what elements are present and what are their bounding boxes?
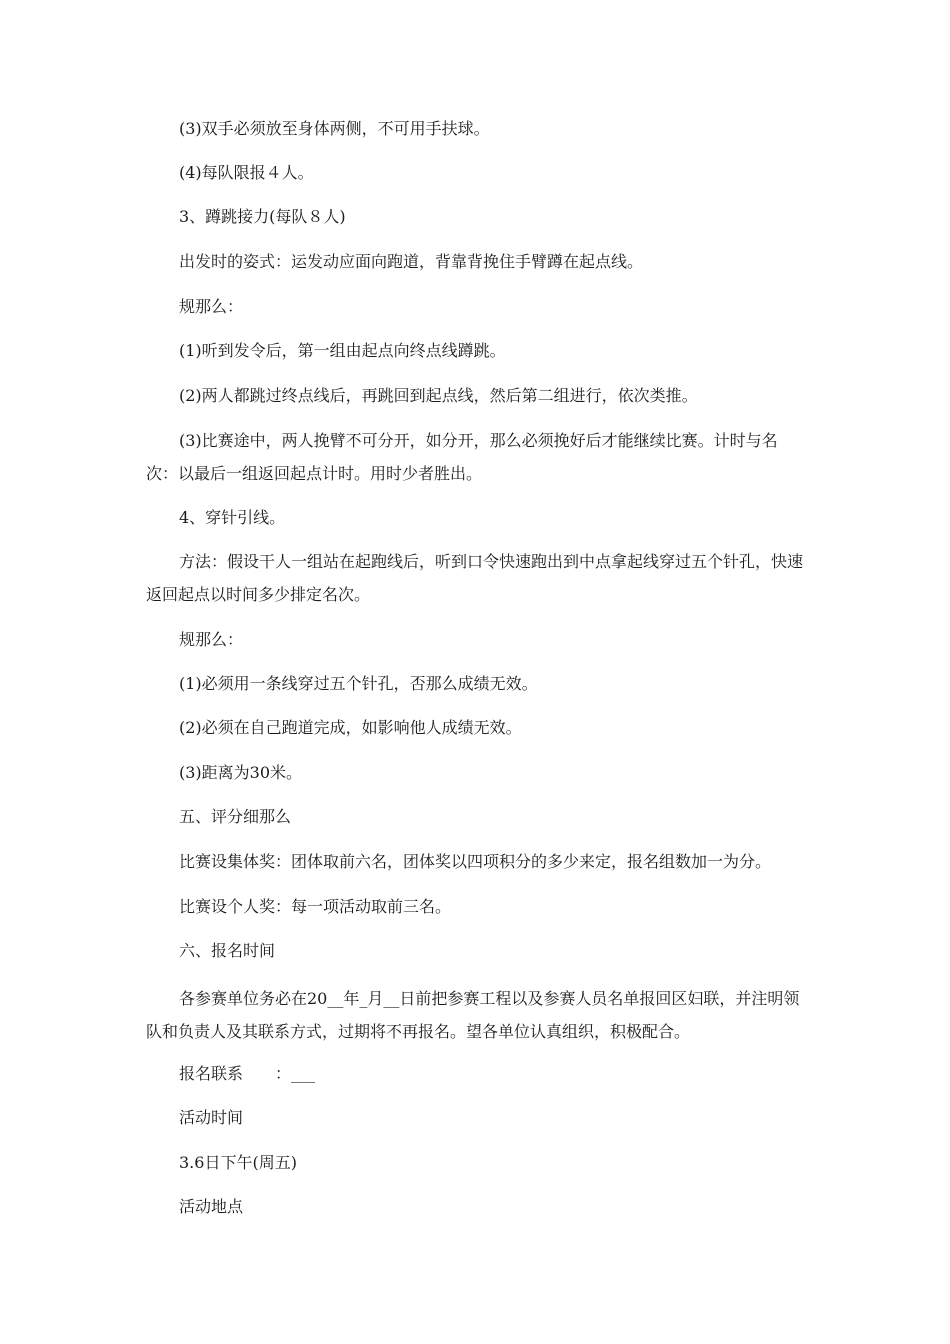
threading-rule-1: (1)必须用一条线穿过五个针孔，否那么成绩无效。 [179, 674, 538, 693]
relay-rule-2: (2)两人都跳过终点线后，再跳回到起点线，然后第二组进行，依次类推。 [179, 386, 698, 405]
registration-contact: 报名联系 ：___ [179, 1064, 316, 1083]
threading-rule-3: (3)距离为30米。 [179, 763, 303, 782]
activity-time-label: 活动时间 [179, 1108, 244, 1127]
relay-rule-3: (3)比赛途中，两人挽臂不可分开，如分开，那么必须挽好后才能继续比赛。计时与名次：以最后一组返回起点计时。用时少者胜出。 [146, 431, 778, 483]
registration-text: 各参赛单位务必在20__年_月__日前把参赛工程以及参赛人员名单报回区妇联，并注明领队和负责人及其联系方式，过期将不再报名。望各单位认真组织，积极配合。 [146, 989, 800, 1041]
threading-method-text: 方法：假设干人一组站在起跑线后，听到口令快速跑出到中点拿起线穿过五个针孔，快速返回起点以时间多少排定名次。 [146, 552, 804, 604]
section-threading-heading: 4、穿针引线。 [179, 508, 286, 527]
group-award-text: 比赛设集体奖：团体取前六名，团体奖以四项积分的多少来定，报名组数加一为分。 [179, 852, 772, 871]
individual-award-text: 比赛设个人奖：每一项活动取前三名。 [179, 897, 452, 916]
rules-label-2: 规那么： [179, 630, 244, 649]
rule-3-hands: (3)双手必须放至身体两侧，不可用手扶球。 [179, 119, 490, 138]
rules-label: 规那么： [179, 297, 244, 316]
relay-rule-1: (1)听到发令后，第一组由起点向终点线蹲跳。 [179, 341, 506, 360]
section-registration-heading: 六、报名时间 [179, 941, 276, 960]
rule-4-team-limit: (4)每队限报４人。 [179, 163, 314, 182]
threading-rule-2: (2)必须在自己跑道完成，如影响他人成绩无效。 [179, 718, 522, 737]
section-scoring-heading: 五、评分细那么 [179, 807, 292, 826]
section-squat-relay-heading: 3、蹲跳接力(每队８人) [179, 207, 346, 226]
activity-location-label: 活动地点 [179, 1197, 244, 1216]
activity-time-value: 3.6日下午(周五) [179, 1153, 297, 1172]
start-posture-text: 出发时的姿式：运发动应面向跑道，背靠背挽住手臂蹲在起点线。 [179, 252, 644, 271]
